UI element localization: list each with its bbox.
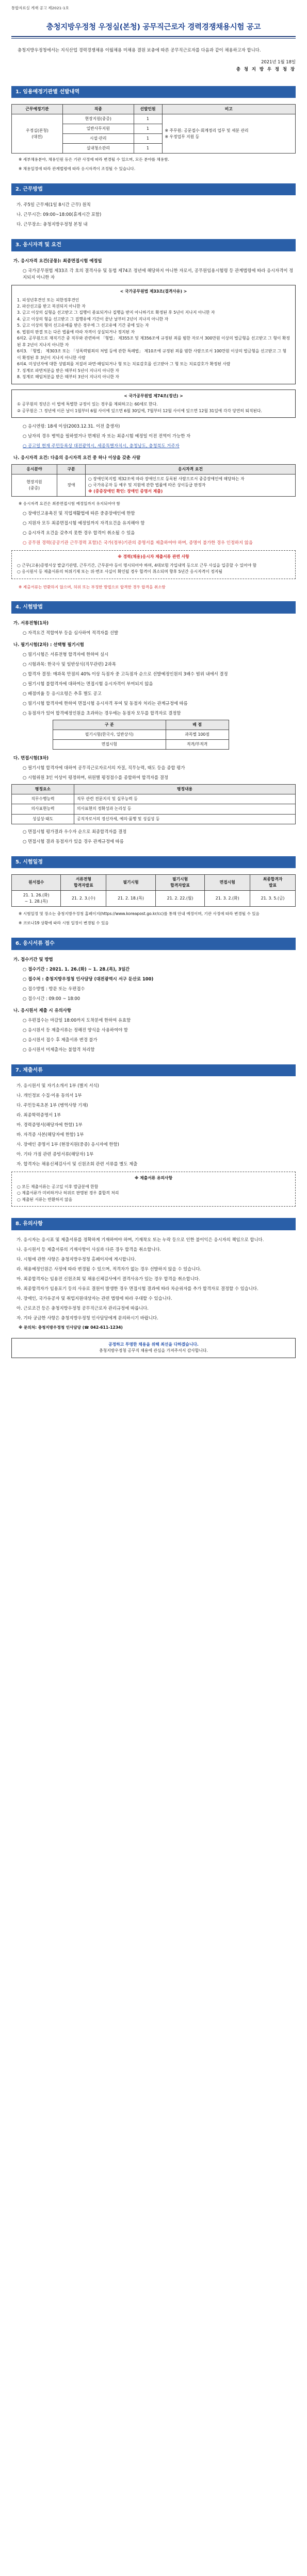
table-cell: 의사표현의 정확성과 논리성 등: [74, 804, 296, 814]
list-item: ○ 시험과목: 한국사 및 일반상식(직무관련) 2과목: [23, 661, 116, 667]
job-cell: 일반사무지원: [63, 124, 134, 134]
agency-cell: 우정실(본청) (대전): [12, 114, 63, 154]
list-item: ○ 시험위원 3인 이상이 평정하며, 위원별 평정점수를 종합하여 합격자를 결정: [23, 775, 168, 781]
box-text: ○ 근무(고용)증명서상 발급기관명, 근무기간, 근무분야 등이 명시되어야 하며, 4대보험 가입내역 등으로 근무 사실을 입증할 수 있어야 함 ○ 응시원서 등 제출서류의 허위기재 또는 위·변조 사실이 확인될 경우 합격이 취소되며 향후 5년간 응시자격이 정지됨: [17, 563, 257, 574]
top-note: 통합자료실 게재 공고 제2021-1호: [11, 6, 69, 10]
table-header: 최종합격자 발표: [250, 875, 296, 891]
section-3-heading: 3. 응시자격 및 요건: [11, 239, 296, 251]
footer-text: 공정하고 투명한 채용을 위해 최선을 다하겠습니다.: [108, 1342, 199, 1347]
list-item: ○ 필기시험 합격자에 대하여 공무직근로자로서의 자질, 직무능력, 태도 등을 종합 평가: [23, 765, 185, 771]
list-item: ○ 남자의 경우 병역을 필하였거나 면제된 자 또는 최종시험 예정일 이전 전역이 가능한 자: [23, 433, 191, 439]
list-item: 가. 주5일 근무제(1일 8시간 근무) 원칙: [17, 202, 91, 208]
box-line: 1. 피성년후견인 또는 피한정후견인: [17, 297, 79, 302]
list-item: ○ 면접시험 평가결과 우수자 순으로 최종합격자를 결정: [23, 828, 127, 834]
box-title: < 국가공무원법 제33조(결격사유) >: [120, 289, 187, 294]
box-line: 5. 금고 이상의 형의 선고유예를 받은 경우에 그 선고유예 기간 중에 있는 자: [17, 323, 149, 328]
table-header: 필기시험 합격자발표: [155, 875, 204, 891]
table-cell: 직무수행능력: [12, 794, 74, 804]
subheading: 가. 접수기간 및 방법: [13, 956, 53, 962]
list-item: ○ 지원자 모두 최종면접시험 예정일까지 자격요건을 유지해야 함: [23, 520, 145, 526]
positions-table: [11, 104, 296, 154]
list-item: 다. 시험에 관한 사항은 충청지방우정청 홈페이지에 게시합니다.: [17, 1256, 136, 1262]
subheading: 나. 응시자격 요건: 다음의 응시자격 요건 중 하나 이상을 갖춘 사람: [13, 455, 141, 461]
table-header: 직종: [63, 105, 134, 114]
list-item: ○ 응시원서 접수 후 제출서류 변경 불가: [23, 1037, 98, 1042]
list-item: ○ 응시원서 미제출자는 불합격 처리함: [23, 1046, 95, 1052]
career-doc-box: [11, 550, 296, 579]
subheading: 나. 필기시험(2차) : 선택형 필기시험: [13, 641, 84, 647]
box-title: ※ 제출서류 유의사항: [134, 1176, 173, 1181]
note: ※ 세부채용분야, 채용인원 등은 기관 사정에 따라 변경될 수 있으며, 모든 분야를 채용함.: [19, 157, 169, 162]
table-header: 근무예정기관: [12, 105, 63, 114]
job-cell: 시설·관리: [63, 134, 134, 144]
job-cell: 현장지원(중증): [63, 114, 134, 124]
list-item: ○ 면접시험 결과 동점자가 있을 경우 관계규정에 따름: [23, 838, 124, 844]
section-2-heading: 2. 근무방법: [11, 183, 296, 196]
table-cell: 직무 관련 전문지식 및 실무능력 등: [74, 794, 296, 804]
box-line: 6의3. 「형법」 제303조 또는 「성폭력범죄의 처벌 등에 관한 특례법」 제10조에 규정된 죄를 범한 사람으로서 100만원 이상의 벌금형을 선고받고 그 형이 확정된 후 3년이 지나지 아니한 사람: [17, 349, 287, 360]
section-1-heading: 1. 임용예정기관별 선발내역: [11, 86, 296, 98]
list-item: ○ 필기시험은 서류전형 합격자에 한하여 실시: [23, 651, 109, 657]
list-item: ○ 장애인고용촉진 및 직업재활법에 따른 중증장애인에 한함: [23, 511, 135, 516]
list-item: 나. 근무시간: 09:00~18:00(휴게시간 포함): [17, 212, 102, 217]
table-cell: 공직자로서의 정신자세, 예의·품행 및 성실성 등: [74, 814, 296, 824]
list-item: ○ 접수시간 : 09:00 ~ 18:00: [23, 995, 80, 1001]
note: ※ 시험일정 및 장소는 충청지방우정청 홈페이지(https://www.koreapost.go.kr/cc)를 통해 안내 예정이며, 기관 사정에 따라 변경될 수 있음: [19, 911, 260, 917]
footer-text-2: 충청지방우정청 공무직 채용에 관심을 가져주셔서 감사합니다.: [99, 1348, 208, 1353]
list-item: ○ 국가공무원법 제33조 각 호의 결격사유 및 동법 제74조 정년에 해당하지 아니한 자로서, 공무원임용시험령 등 관계법령에 따라 응시자격이 정지되지 아니한 자: [23, 268, 294, 280]
count-cell: 1: [134, 144, 162, 154]
box-title: < 국가공무원법 제74조(정년) >: [124, 393, 183, 398]
table-header: 응시분야: [12, 465, 57, 474]
subheading: 가. 응시자격 요건(공통): 최종면접시험 예정일: [13, 258, 102, 263]
intro-text: 충청지방우정청에서는 지식산업 경력경쟁채용 이월채용 미채용 결원 보충에 따른 공무직근로자를 다음과 같이 채용하고자 합니다.: [18, 47, 261, 53]
list-item-red: ○ 공무원 경력(공공기관 근무경력 포함)은 국가(정부)기관의 증명서를 제출하여야 하며, 증명이 불가한 경우 인정하지 않음: [23, 540, 253, 546]
list-item: 나. 응시원서 등 제출서류의 기재사항이 사실과 다른 경우 합격을 취소합니다.: [17, 1246, 161, 1252]
table-cell: 21. 3. 2.(화): [205, 891, 250, 907]
table-cell: 21. 2. 3.(수): [61, 891, 106, 907]
footer-box: [11, 1338, 296, 1358]
list-item: 자. 기타 궁금한 사항은 충청지방우정청 인사담당에게 문의하시기 바랍니다.: [17, 1315, 158, 1320]
list-item: 사. 장애인, 국가유공자 및 취업지원대상자는 관련 법령에 따라 우대할 수 있습니다.: [17, 1295, 172, 1301]
schedule-table: [11, 874, 296, 907]
table-header: 원서접수: [12, 875, 61, 891]
note: ※ 채용일정에 따라 관계법령에 따라 응시자격이 조정될 수 있습니다.: [19, 166, 136, 172]
list-item: 마. 경력증명서(해당자에 한함) 1부: [17, 1122, 83, 1128]
table-cell: 의사표현능력: [12, 804, 74, 814]
box-line: 4. 금고 이상의 형을 선고받고 그 집행유예 기간이 끝난 날부터 2년이 지나지 아니한 자: [17, 316, 169, 321]
table-cell: 면접시험: [53, 740, 166, 750]
note: ※ 응시자격 요건은 최종면접시험 예정일까지 유지되어야 함: [19, 501, 120, 506]
table-header: 평정요소: [12, 785, 74, 794]
list-item: 다. 주민등록초본 1부 (병역사항 기재): [17, 1103, 88, 1108]
box-line: 6의4. 미성년자에 대한 성범죄를 저질러 파면·해임되거나 형 또는 치료감호를 선고받아 그 형 또는 치료감호가 확정된 사람: [17, 362, 231, 367]
count-cell: 1: [134, 114, 162, 124]
announce-date: 2021년 1월 18일: [261, 59, 296, 65]
note-red: ※ 제출서류는 반환하지 않으며, 허위 또는 부정한 방법으로 합격한 경우 합격을 취소함: [19, 584, 166, 589]
count-cell: 1: [134, 134, 162, 144]
table-cell: 21. 2. 18.(목): [106, 891, 155, 907]
box-line: 6의2. 공무원으로 재직기간 중 직무와 관련하여 「형법」 제355조 및 제356조에 규정된 죄를 범한 자로서 300만원 이상의 벌금형을 선고받고 그 형이 확정된 후 2년이 지나지 아니한 자: [17, 336, 290, 347]
job-cell: 실내청소관리: [63, 144, 134, 154]
list-item: ○ 응시자격 요건을 갖추지 못한 경우 합격이 취소될 수 있음: [23, 530, 135, 536]
table-cell: 필기시험(한국사, 일반상식): [53, 730, 166, 740]
box-text: ① 공무원의 정년은 이 법에 특별한 규정이 있는 경우를 제외하고는 60세로 한다. ② 공무원은 그 정년에 이른 날이 1월부터 6월 사이에 있으면 6월 30일에, 7월부터 12월 사이에 있으면 12월 31일에 각각 당연히 퇴직된다.: [17, 402, 263, 413]
table-header: 서류전형 합격자발표: [61, 875, 106, 891]
list-item: ○ 접수방법 : 방문 또는 우편접수: [23, 986, 85, 991]
table-header: 배 점: [166, 720, 229, 730]
contact-note: ※ 문의처: 충청지방우정청 인사담당 (☎ 042-611-1234): [19, 1325, 123, 1330]
box-text: ○ 모든 제출서류는 공고일 이후 발급분에 한함 ○ 제출서류가 미비하거나 허위로 판명된 경우 불합격 처리 ○ 제출된 서류는 반환하지 않음: [17, 1184, 119, 1202]
table-cell: 21. 2. 22.(월): [155, 891, 204, 907]
list-item: 아. 근로조건 등은 충청지방우정청 공무직근로자 관리규정에 따릅니다.: [17, 1305, 149, 1311]
box-line: 2. 파산선고를 받고 복권되지 아니한 자: [17, 303, 86, 309]
table-header: 구 분: [53, 720, 166, 730]
qualification-table: [11, 464, 296, 497]
note: ※ 코로나19 상황에 따라 시험 일정이 변경될 수 있음: [19, 921, 109, 926]
section-7-heading: 7. 제출서류: [11, 1064, 296, 1077]
doc-note-box: [11, 1172, 296, 1207]
list-item: ○ 필기시험 합격자에 한하여 면접시험 응시자격 부여 및 동점자 처리는 관계규정에 따름: [23, 701, 188, 706]
law-box-74: [11, 389, 296, 418]
table-cell: 성실성·태도: [12, 814, 74, 824]
table-header: 면접시험: [205, 875, 250, 891]
list-item: 바. 최종합격자가 임용포기 등의 사유로 결원이 발생한 경우 면접시험 결과에 따라 차순위자를 추가 합격자로 결정할 수 있습니다.: [17, 1285, 258, 1291]
note-cell: ※ 주무원: 공문접수·회계정리 업무 및 세분 관리 ※ 우정업무 지원 등: [162, 114, 296, 154]
box-line: 8. 징계로 해임처분을 받은 때부터 3년이 지나지 아니한 자: [17, 375, 119, 380]
interview-table: [11, 784, 296, 824]
table-cell: 21. 3. 5.(금): [250, 891, 296, 907]
section-5-heading: 5. 시험일정: [11, 856, 296, 869]
page-title: 충청지방우정청 우정실(본청) 공무직근로자 경력경쟁채용시험 공고: [46, 23, 261, 31]
list-item: 나. 개인정보 수집·이용 동의서 1부: [17, 1093, 82, 1098]
subheading: 나. 응시원서 제출 시 유의사항: [13, 1007, 71, 1013]
table-header: 응시자격 요건: [86, 465, 296, 474]
announce-org: 충 청 지 방 우 정 청 장: [236, 66, 296, 72]
req-red: ※ (중증장애인 확인: 장애인 증명서 제출): [88, 489, 163, 494]
field-cell: 현장지원 (중증): [12, 474, 57, 497]
list-item: 가. 응시원서 및 자기소개서 1부 (별지 서식): [17, 1083, 99, 1089]
table-cell: 적격/부적격: [166, 740, 229, 750]
box-line: 3. 금고 이상의 실형을 선고받고 그 집행이 종료되거나 집행을 받지 아니하기로 확정된 후 5년이 지나지 아니한 자: [17, 310, 215, 315]
list-item: 바. 자격증 사본(해당자에 한함) 1부: [17, 1132, 84, 1138]
section-6-heading: 6. 응시서류 접수: [11, 938, 296, 950]
list-item: 다. 근무장소: 충청지방우정청 본청 내: [17, 222, 88, 227]
box-title: ※ 경력(채용)응시자 제출서류 관련 사항: [118, 554, 189, 560]
list-item: 자. 합격자는 채용신체검사서 및 신원조회 관련 서류를 별도 제출: [17, 1161, 138, 1167]
count-cell: 1: [134, 124, 162, 134]
table-header: 구분: [57, 465, 86, 474]
list-item: ○ 접수처 : 충청지방우정청 인사담당 (대전광역시 서구 둔산로 100): [23, 976, 154, 981]
title-divider: [11, 36, 296, 39]
table-header: 선발인원: [134, 105, 162, 114]
list-item-highlight: ○ 공고일 현재 주민등록상 대전광역시, 세종특별자치시, 충청남도, 충청북도 거주자: [23, 443, 180, 449]
subheading: 가. 서류전형(1차): [13, 620, 49, 625]
list-item: ○ 우편접수는 마감일 18:00까지 도착분에 한하여 유효함: [23, 1017, 131, 1023]
list-item: ○ 응시연령: 18세 이상(2003.12.31. 이전 출생자): [23, 423, 120, 429]
list-item: ○ 동점자가 있어 합격예정인원을 초과하는 경우에는 동점자 모두를 합격자로 결정함: [23, 710, 181, 716]
list-item: ○ 필기시험 불합격자에 대하여는 면접시험 응시자격이 부여되지 않음: [23, 681, 153, 686]
table-header: 비고: [162, 105, 296, 114]
req-text: ○ 장애인복지법 제32조에 따라 장애인으로 등록된 사람으로서 중증장애인에 해당하는 자 ○ 국가유공자 등 예우 및 지원에 관한 법률에 따른 상이등급 판정자: [88, 477, 245, 488]
subheading: 다. 면접시험(3차): [13, 755, 49, 761]
table-cell: 과목별 100점: [166, 730, 229, 740]
table-header: 평정내용: [74, 785, 296, 794]
box-line: 7. 징계로 파면처분을 받은 때부터 5년이 지나지 아니한 자: [17, 368, 119, 373]
req-cell: [86, 474, 296, 497]
list-item: 마. 최종합격자는 임용전 신원조회 및 채용신체검사에서 결격사유가 있는 경우 합격을 취소합니다.: [17, 1276, 200, 1281]
list-item: ○ 합격자 결정: 매과목 만점의 40% 이상 득점자 중 고득점자 순으로 선발예정인원의 3배수 범위 내에서 결정: [23, 671, 228, 676]
list-item: ○ 응시원서 등 제출서류는 정해진 양식을 사용하여야 함: [23, 1027, 128, 1032]
kind-cell: 장애: [57, 474, 86, 497]
list-item: 라. 채용예정인원은 사정에 따라 변경될 수 있으며, 적격자가 없는 경우 선발하지 않을 수 있습니다.: [17, 1266, 202, 1272]
table-header: 필기시험: [106, 875, 155, 891]
table-cell: 21. 1. 26.(화) ~ 1. 28.(목): [12, 891, 61, 907]
list-item: 아. 기타 가점 관련 증빙서류(해당자) 1부: [17, 1151, 94, 1157]
section-8-heading: 8. 유의사항: [11, 1218, 296, 1230]
list-item: 사. 장애인 증명서 1부 (현장지원(중증) 응시자에 한함): [17, 1142, 119, 1147]
section-4-heading: 4. 시험방법: [11, 601, 296, 614]
box-line: 6. 법원의 판결 또는 다른 법률에 따라 자격이 상실되거나 정지된 자: [17, 329, 135, 334]
list-item: ○ 배점비율 등 응시요령은 추후 별도 공고: [23, 690, 102, 696]
law-box-33: [11, 285, 296, 384]
list-item: 라. 최종학력증명서 1부: [17, 1112, 61, 1118]
list-item: ○ 접수기간 : 2021. 1. 26.(화) ~ 1. 28.(목), 3일간: [23, 966, 130, 972]
list-item: ○ 자격요건 적합여부 등을 심사하여 적격자를 선발: [23, 630, 119, 635]
list-item: 가. 응시자는 응시표 및 제출서류를 정확하게 기재하여야 하며, 기재착오 또는 누락 등으로 인한 불이익은 응시자의 책임으로 합니다.: [17, 1236, 264, 1242]
score-table: [53, 720, 229, 750]
